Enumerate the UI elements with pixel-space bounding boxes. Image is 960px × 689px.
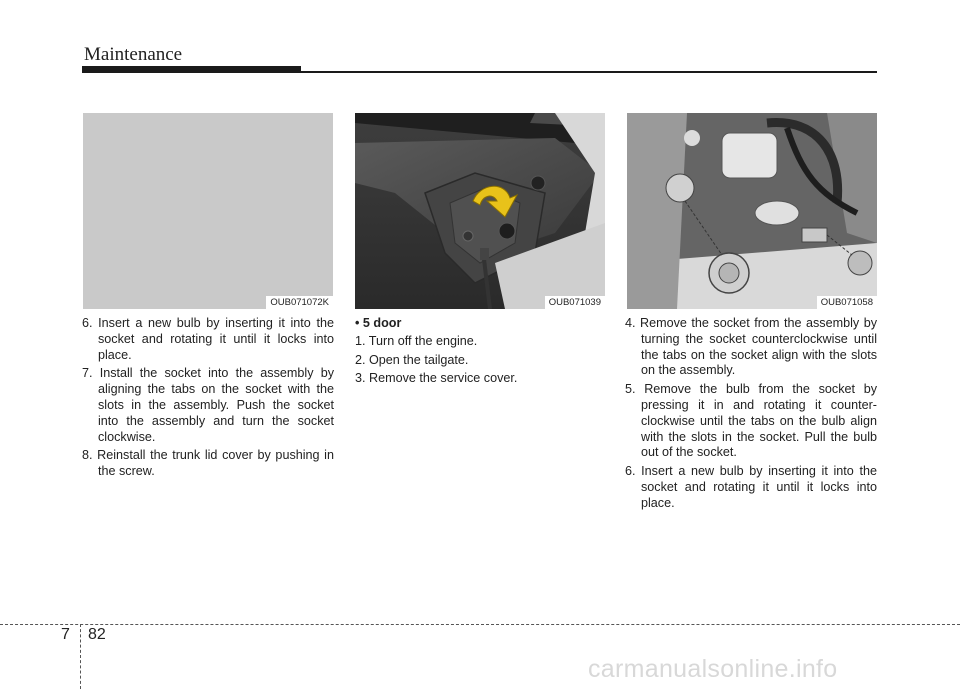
footer-dashed-rule — [0, 624, 960, 625]
figure-trunk-lid — [83, 113, 333, 309]
instruction-step: 6. Insert a new bulb by inserting it into the socket and rotating it until it locks into place. — [625, 464, 877, 510]
instruction-step: 7. Install the socket into the assembly by aligning the tabs on the socket with the slots in the assembly. Push the socket into the assembly and turn the socket clockwise. — [82, 366, 334, 444]
figure-placeholder-image — [83, 113, 333, 309]
figure-socket-bulb — [627, 113, 877, 309]
socket-bulb-illustration — [627, 113, 877, 309]
figure-code: OUB071072K — [266, 296, 333, 309]
left-column-instructions — [82, 316, 334, 483]
header-accent-bar — [82, 66, 301, 73]
right-column-instructions — [625, 316, 877, 515]
chapter-number: 7 — [61, 626, 70, 643]
header-rule — [301, 71, 877, 73]
instruction-step: 5. Remove the bulb from the socket by pressing it in and rotating it counter-clockwise until the tabs on the bulb align with the slots in the socket. Pull the bulb out of the socket. — [625, 382, 877, 460]
figure-code: OUB071058 — [817, 296, 877, 309]
service-cover-illustration — [355, 113, 605, 309]
page-header-title: Maintenance — [84, 44, 183, 65]
instruction-step: 3. Remove the service cover. — [355, 371, 518, 386]
instruction-step: 8. Reinstall the trunk lid cover by pushing in the screw. — [82, 448, 334, 479]
footer-divider — [80, 624, 81, 689]
section-heading-5-door: • 5 door — [355, 316, 402, 330]
watermark: carmanualsonline.info — [588, 655, 838, 683]
figure-service-cover — [355, 113, 605, 309]
instruction-step: 4. Remove the socket from the assembly by turning the socket counterclockwise until the tabs on the socket align with the slots on the assembly. — [625, 316, 877, 378]
figure-code: OUB071039 — [545, 296, 605, 309]
instruction-step: 1. Turn off the engine. — [355, 333, 478, 348]
page-number: 82 — [88, 626, 106, 643]
middle-column-instructions — [355, 316, 607, 390]
instruction-step: 2. Open the tailgate. — [355, 352, 469, 367]
instruction-step: 6. Insert a new bulb by inserting it into the socket and rotating it until it locks into place. — [82, 316, 334, 362]
